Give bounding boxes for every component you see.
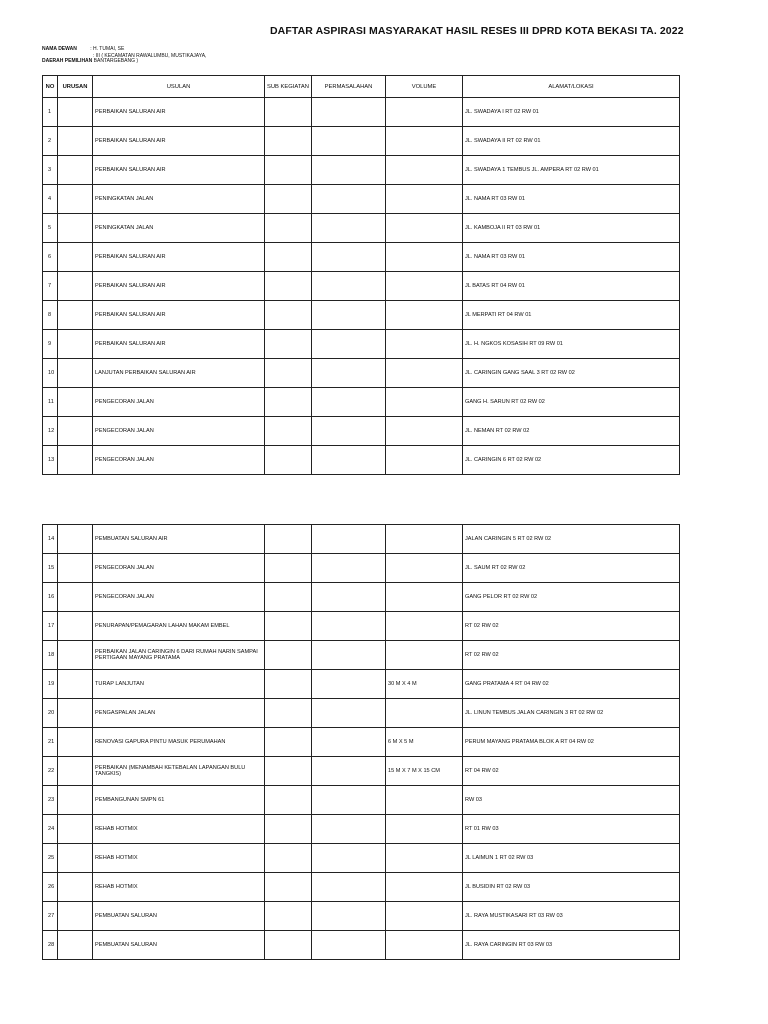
cell-usulan: PENINGKATAN JALAN <box>93 214 265 243</box>
cell-alamat: JL. SWADAYA II RT 02 RW 01 <box>463 127 680 156</box>
table-row <box>43 388 680 417</box>
cell-usulan: RENOVASI GAPURA PINTU MASUK PERUMAHAN <box>93 728 265 757</box>
cell-volume <box>386 127 463 156</box>
cell-no: 22 <box>43 757 58 786</box>
cell-permasalahan <box>312 127 386 156</box>
cell-volume <box>386 699 463 728</box>
cell-alamat: JL. H. NGKOS KOSASIH RT 09 RW 01 <box>463 330 680 359</box>
cell-sub-kegiatan <box>265 931 312 960</box>
table-row <box>43 272 680 301</box>
cell-urusan <box>58 525 93 554</box>
cell-sub-kegiatan <box>265 272 312 301</box>
cell-volume <box>386 156 463 185</box>
table-body-page-2 <box>43 525 680 960</box>
table-row <box>43 446 680 475</box>
cell-usulan: PERBAIKAN (MENAMBAH KETEBALAN LAPANGAN BULU TANGKIS) <box>93 757 265 786</box>
table-row <box>43 185 680 214</box>
table-header-row <box>43 76 680 98</box>
daerah-value-line-2: BANTARGEBANG ) <box>93 58 139 64</box>
cell-no: 2 <box>43 127 58 156</box>
cell-volume <box>386 330 463 359</box>
cell-alamat: JL. NAMA RT 03 RW 01 <box>463 185 680 214</box>
cell-usulan: PERBAIKAN SALURAN AIR <box>93 98 265 127</box>
cell-permasalahan <box>312 272 386 301</box>
cell-urusan <box>58 786 93 815</box>
cell-permasalahan <box>312 728 386 757</box>
cell-urusan <box>58 185 93 214</box>
table-row <box>43 612 680 641</box>
cell-permasalahan <box>312 388 386 417</box>
cell-alamat: PERUM MAYANG PRATAMA BLOK A RT 04 RW 02 <box>463 728 680 757</box>
cell-alamat: GANG PRATAMA 4 RT 04 RW 02 <box>463 670 680 699</box>
cell-urusan <box>58 583 93 612</box>
cell-sub-kegiatan <box>265 757 312 786</box>
cell-usulan: PERBAIKAN SALURAN AIR <box>93 272 265 301</box>
cell-alamat: RT 02 RW 02 <box>463 612 680 641</box>
cell-permasalahan <box>312 525 386 554</box>
header-sub-kegiatan: SUB KEGIATAN <box>265 76 312 98</box>
cell-volume <box>386 243 463 272</box>
cell-volume <box>386 359 463 388</box>
cell-volume: 6 M X 5 M <box>386 728 463 757</box>
cell-alamat: JL. SWADAYA 1 TEMBUS JL. AMPERA RT 02 RW 01 <box>463 156 680 185</box>
cell-alamat: RT 02 RW 02 <box>463 641 680 670</box>
cell-alamat: RT 01 RW 03 <box>463 815 680 844</box>
table-row <box>43 301 680 330</box>
cell-urusan <box>58 243 93 272</box>
cell-sub-kegiatan <box>265 127 312 156</box>
table-row <box>43 757 680 786</box>
aspirasi-table-page-2 <box>42 524 680 960</box>
table-row <box>43 243 680 272</box>
cell-urusan <box>58 330 93 359</box>
cell-urusan <box>58 757 93 786</box>
table-row <box>43 641 680 670</box>
cell-volume <box>386 446 463 475</box>
cell-no: 18 <box>43 641 58 670</box>
cell-no: 25 <box>43 844 58 873</box>
table-row <box>43 330 680 359</box>
cell-sub-kegiatan <box>265 902 312 931</box>
document-title: DAFTAR ASPIRASI MASYARAKAT HASIL RESES III DPRD KOTA BEKASI TA. 2022 <box>270 25 684 37</box>
cell-usulan: PENGECORAN JALAN <box>93 388 265 417</box>
cell-sub-kegiatan <box>265 670 312 699</box>
cell-alamat: GANG PELOR RT 02 RW 02 <box>463 583 680 612</box>
daerah-value-line-1: : III ( KECAMATAN RAWALUMBU, MUSTIKAJAYA, <box>93 53 207 59</box>
cell-urusan <box>58 641 93 670</box>
cell-volume <box>386 873 463 902</box>
cell-urusan <box>58 873 93 902</box>
table-row <box>43 554 680 583</box>
cell-urusan <box>58 554 93 583</box>
cell-urusan <box>58 214 93 243</box>
cell-permasalahan <box>312 844 386 873</box>
cell-volume: 15 M X 7 M X 15 CM <box>386 757 463 786</box>
cell-no: 13 <box>43 446 58 475</box>
cell-no: 5 <box>43 214 58 243</box>
table-row <box>43 127 680 156</box>
cell-no: 17 <box>43 612 58 641</box>
cell-usulan: PEMBANGUNAN SMPN 61 <box>93 786 265 815</box>
cell-usulan: PENURAPAN/PEMAGARAN LAHAN MAKAM EMBEL <box>93 612 265 641</box>
cell-usulan: LANJUTAN PERBAIKAN SALURAN AIR <box>93 359 265 388</box>
cell-usulan: PEMBUATAN SALURAN <box>93 931 265 960</box>
cell-sub-kegiatan <box>265 359 312 388</box>
table-row <box>43 844 680 873</box>
cell-urusan <box>58 815 93 844</box>
cell-volume <box>386 583 463 612</box>
cell-usulan: PERBAIKAN SALURAN AIR <box>93 243 265 272</box>
cell-alamat: JL BATAS RT 04 RW 01 <box>463 272 680 301</box>
cell-permasalahan <box>312 446 386 475</box>
cell-urusan <box>58 98 93 127</box>
cell-no: 20 <box>43 699 58 728</box>
cell-no: 19 <box>43 670 58 699</box>
cell-urusan <box>58 699 93 728</box>
aspirasi-table-page-1 <box>42 75 680 475</box>
cell-permasalahan <box>312 815 386 844</box>
cell-volume <box>386 902 463 931</box>
cell-permasalahan <box>312 554 386 583</box>
cell-no: 21 <box>43 728 58 757</box>
cell-no: 7 <box>43 272 58 301</box>
cell-volume <box>386 931 463 960</box>
cell-usulan: PERBAIKAN SALURAN AIR <box>93 127 265 156</box>
table-row <box>43 873 680 902</box>
cell-sub-kegiatan <box>265 873 312 902</box>
cell-permasalahan <box>312 359 386 388</box>
cell-sub-kegiatan <box>265 301 312 330</box>
table-row <box>43 156 680 185</box>
table-row <box>43 417 680 446</box>
cell-sub-kegiatan <box>265 786 312 815</box>
cell-alamat: JL. NEMAN RT 02 RW 02 <box>463 417 680 446</box>
cell-no: 27 <box>43 902 58 931</box>
cell-urusan <box>58 931 93 960</box>
cell-permasalahan <box>312 185 386 214</box>
cell-volume <box>386 185 463 214</box>
cell-volume: 30 M X 4 M <box>386 670 463 699</box>
cell-urusan <box>58 272 93 301</box>
cell-volume <box>386 214 463 243</box>
cell-alamat: JL. CARINGIN 6 RT 02 RW 02 <box>463 446 680 475</box>
cell-volume <box>386 301 463 330</box>
cell-sub-kegiatan <box>265 243 312 272</box>
nama-dewan-label: NAMA DEWAN <box>42 46 77 52</box>
cell-volume <box>386 388 463 417</box>
cell-usulan: PENINGKATAN JALAN <box>93 185 265 214</box>
cell-permasalahan <box>312 670 386 699</box>
cell-no: 8 <box>43 301 58 330</box>
cell-alamat: RT 04 RW 02 <box>463 757 680 786</box>
cell-no: 14 <box>43 525 58 554</box>
cell-usulan: PENGECORAN JALAN <box>93 417 265 446</box>
table-row <box>43 670 680 699</box>
cell-volume <box>386 98 463 127</box>
cell-alamat: JL. NAMA RT 03 RW 01 <box>463 243 680 272</box>
cell-no: 28 <box>43 931 58 960</box>
cell-alamat: RW 03 <box>463 786 680 815</box>
cell-urusan <box>58 902 93 931</box>
nama-dewan-row <box>42 46 124 52</box>
cell-no: 11 <box>43 388 58 417</box>
cell-usulan: PEMBUATAN SALURAN <box>93 902 265 931</box>
cell-sub-kegiatan <box>265 214 312 243</box>
cell-sub-kegiatan <box>265 388 312 417</box>
table-row <box>43 699 680 728</box>
header-usulan: USULAN <box>93 76 265 98</box>
table-row <box>43 583 680 612</box>
cell-volume <box>386 844 463 873</box>
cell-usulan: PERBAIKAN SALURAN AIR <box>93 330 265 359</box>
table-row <box>43 728 680 757</box>
table-row <box>43 815 680 844</box>
cell-no: 12 <box>43 417 58 446</box>
cell-volume <box>386 272 463 301</box>
cell-permasalahan <box>312 873 386 902</box>
header-alamat: ALAMAT/LOKASI <box>463 76 680 98</box>
cell-sub-kegiatan <box>265 98 312 127</box>
cell-urusan <box>58 728 93 757</box>
table-row <box>43 98 680 127</box>
cell-permasalahan <box>312 330 386 359</box>
nama-dewan-value: : H. TUMAI, SE <box>90 46 125 52</box>
cell-sub-kegiatan <box>265 612 312 641</box>
cell-permasalahan <box>312 699 386 728</box>
cell-volume <box>386 612 463 641</box>
cell-sub-kegiatan <box>265 446 312 475</box>
cell-urusan <box>58 359 93 388</box>
cell-permasalahan <box>312 214 386 243</box>
daerah-label: DAERAH PEMILIHAN <box>42 58 93 64</box>
cell-alamat: JL MERPATI RT 04 RW 01 <box>463 301 680 330</box>
cell-no: 16 <box>43 583 58 612</box>
cell-sub-kegiatan <box>265 330 312 359</box>
cell-volume <box>386 525 463 554</box>
header-volume: VOLUME <box>386 76 463 98</box>
cell-permasalahan <box>312 786 386 815</box>
cell-usulan: PERBAIKAN SALURAN AIR <box>93 156 265 185</box>
cell-urusan <box>58 388 93 417</box>
cell-no: 23 <box>43 786 58 815</box>
table-row <box>43 786 680 815</box>
cell-alamat: JL BUSIDIN RT 02 RW 03 <box>463 873 680 902</box>
cell-urusan <box>58 446 93 475</box>
cell-permasalahan <box>312 301 386 330</box>
cell-no: 10 <box>43 359 58 388</box>
cell-no: 1 <box>43 98 58 127</box>
cell-permasalahan <box>312 243 386 272</box>
table-row <box>43 359 680 388</box>
cell-usulan: TURAP LANJUTAN <box>93 670 265 699</box>
cell-permasalahan <box>312 98 386 127</box>
cell-no: 24 <box>43 815 58 844</box>
cell-alamat: JL. SAUM RT 02 RW 02 <box>463 554 680 583</box>
cell-permasalahan <box>312 417 386 446</box>
cell-urusan <box>58 156 93 185</box>
cell-alamat: JL. RAYA MUSTIKASARI RT 03 RW 03 <box>463 902 680 931</box>
cell-alamat: JL. KAMBOJA II RT 03 RW 01 <box>463 214 680 243</box>
cell-usulan: PENGECORAN JALAN <box>93 446 265 475</box>
cell-alamat: JL. SWADAYA I RT 02 RW 01 <box>463 98 680 127</box>
daerah-row <box>42 58 138 64</box>
cell-usulan: PENGECORAN JALAN <box>93 583 265 612</box>
cell-permasalahan <box>312 641 386 670</box>
cell-sub-kegiatan <box>265 156 312 185</box>
cell-usulan: REHAB HOTMIX <box>93 873 265 902</box>
cell-sub-kegiatan <box>265 728 312 757</box>
cell-sub-kegiatan <box>265 417 312 446</box>
cell-no: 26 <box>43 873 58 902</box>
cell-permasalahan <box>312 757 386 786</box>
cell-urusan <box>58 417 93 446</box>
cell-volume <box>386 641 463 670</box>
cell-usulan: REHAB HOTMIX <box>93 815 265 844</box>
cell-volume <box>386 554 463 583</box>
cell-usulan: PENGASPALAN JALAN <box>93 699 265 728</box>
cell-usulan: PERBAIKAN JALAN CARINGIN 6 DARI RUMAH NARIN SAMPAI PERTIGAAN MAYANG PRATAMA <box>93 641 265 670</box>
cell-sub-kegiatan <box>265 583 312 612</box>
table-row <box>43 525 680 554</box>
cell-no: 4 <box>43 185 58 214</box>
cell-no: 6 <box>43 243 58 272</box>
cell-sub-kegiatan <box>265 525 312 554</box>
cell-no: 3 <box>43 156 58 185</box>
cell-sub-kegiatan <box>265 699 312 728</box>
cell-permasalahan <box>312 583 386 612</box>
cell-sub-kegiatan <box>265 554 312 583</box>
cell-no: 9 <box>43 330 58 359</box>
cell-alamat: JL LAIMUN 1 RT 02 RW 03 <box>463 844 680 873</box>
cell-alamat: JL. RAYA CARINGIN RT 03 RW 03 <box>463 931 680 960</box>
cell-permasalahan <box>312 931 386 960</box>
cell-usulan: PENGECORAN JALAN <box>93 554 265 583</box>
cell-sub-kegiatan <box>265 641 312 670</box>
table-row <box>43 902 680 931</box>
cell-usulan: PERBAIKAN SALURAN AIR <box>93 301 265 330</box>
cell-alamat: JL. LINUN TEMBUS JALAN CARINGIN 3 RT 02 RW 02 <box>463 699 680 728</box>
table-row <box>43 214 680 243</box>
cell-no: 15 <box>43 554 58 583</box>
cell-usulan: REHAB HOTMIX <box>93 844 265 873</box>
cell-alamat: JL. CARINGIN GANG SAAL 3 RT 02 RW 02 <box>463 359 680 388</box>
cell-volume <box>386 815 463 844</box>
cell-sub-kegiatan <box>265 185 312 214</box>
cell-volume <box>386 786 463 815</box>
table-row <box>43 931 680 960</box>
cell-permasalahan <box>312 156 386 185</box>
cell-alamat: GANG H. SARUN RT 02 RW 02 <box>463 388 680 417</box>
cell-sub-kegiatan <box>265 815 312 844</box>
header-urusan: URUSAN <box>58 76 93 98</box>
cell-usulan: PEMBUATAN SALURAN AIR <box>93 525 265 554</box>
cell-urusan <box>58 612 93 641</box>
cell-sub-kegiatan <box>265 844 312 873</box>
header-no: NO <box>43 76 58 98</box>
cell-urusan <box>58 844 93 873</box>
cell-volume <box>386 417 463 446</box>
cell-alamat: JALAN CARINGIN 5 RT 02 RW 02 <box>463 525 680 554</box>
cell-urusan <box>58 670 93 699</box>
cell-urusan <box>58 301 93 330</box>
cell-permasalahan <box>312 612 386 641</box>
cell-permasalahan <box>312 902 386 931</box>
table-body-page-1 <box>43 98 680 475</box>
cell-urusan <box>58 127 93 156</box>
header-permasalahan: PERMASALAHAN <box>312 76 386 98</box>
